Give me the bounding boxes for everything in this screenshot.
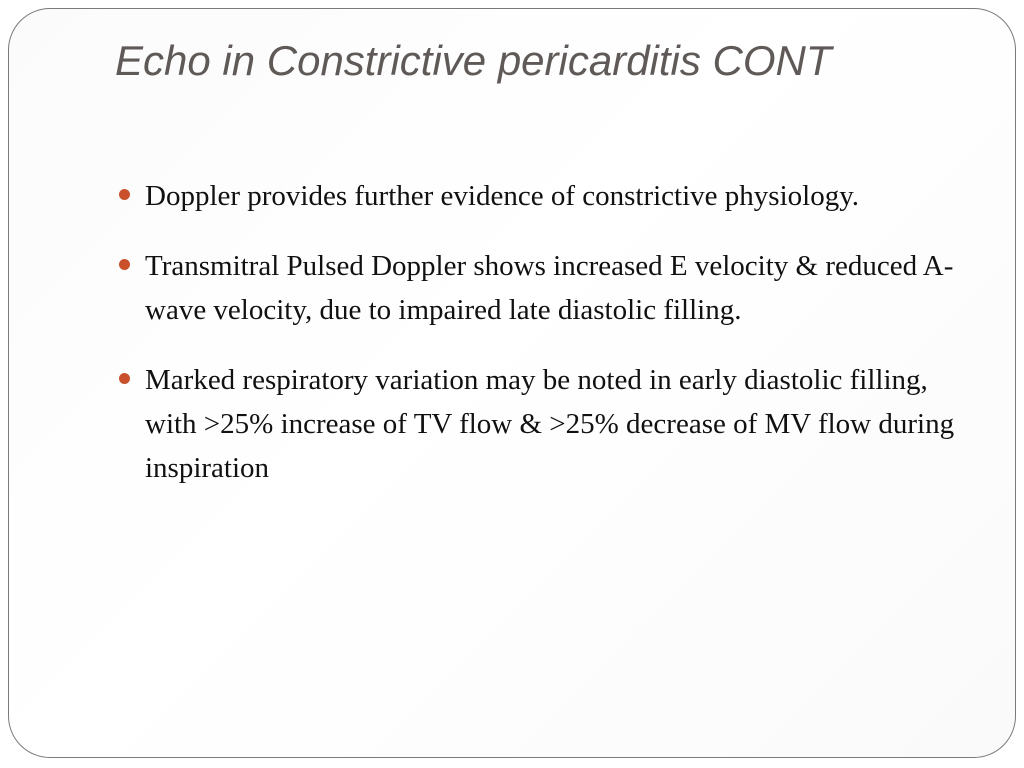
bullet-item [117,174,977,218]
bullet-text: Transmitral Pulsed Doppler shows increased E velocity & reduced A-wave velocity, due to impaired late diastolic filling. [145,250,954,326]
bullet-list [117,174,977,516]
bullet-item [117,244,977,332]
bullet-dot-icon [119,373,130,384]
slide-title: Echo in Constrictive pericarditis CONT [115,37,832,84]
bullet-item [117,358,977,490]
bullet-text: Doppler provides further evidence of constrictive physiology. [145,180,860,212]
bullet-dot-icon [119,259,130,270]
bullet-text: Marked respiratory variation may be noted in early diastolic filling, with >25% increase of TV flow & >25% decrease of MV flow during inspiration [145,364,955,484]
bullet-dot-icon [119,189,130,200]
slide [8,8,1016,758]
